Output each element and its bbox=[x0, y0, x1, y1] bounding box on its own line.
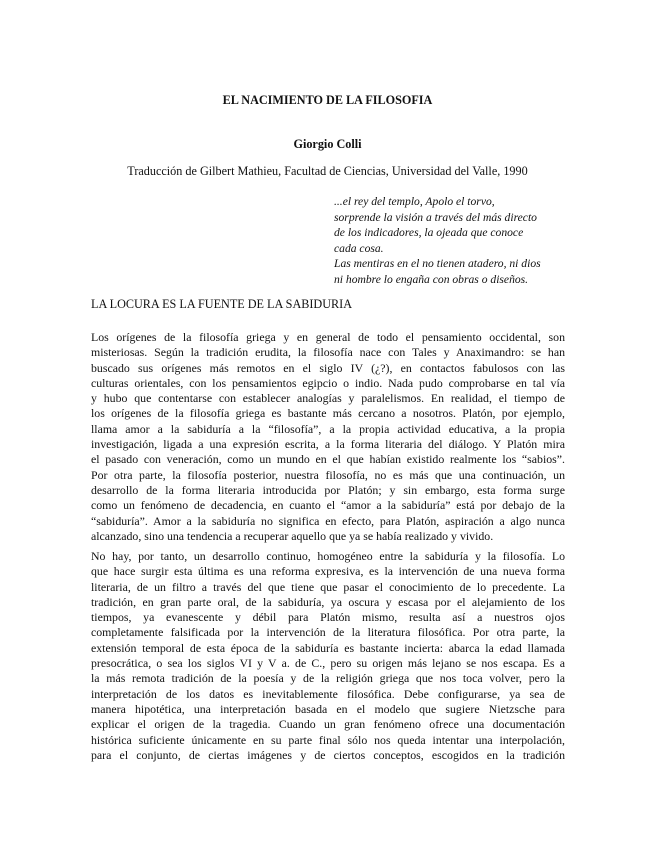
paragraph-line: “sabiduría”. Amor a la sabiduría no significa en efecto, para Platón, aspiración a algo nunca bbox=[91, 513, 565, 528]
epigraph-line: cada cosa. bbox=[334, 241, 384, 255]
paragraph-line: Por otra parte, la filosofía posterior, nuestra filosofía, no es más que una continuación, un bbox=[91, 467, 565, 482]
paragraph-line: buscado sus orígenes más remotos en el siglo IV (¿?), en contactos fabulosos con las bbox=[91, 360, 565, 375]
paragraph-line: los orígenes de la filosofía griega es bastante más cercano a nosotros. Platón, por ejemplo, bbox=[91, 406, 565, 421]
epigraph-line: de los indicadores, la ojeada que conoce bbox=[334, 226, 524, 239]
paragraph-line: extensión temporal de esta época de la sabiduría es bastante incierta: abarca la edad llamada bbox=[91, 640, 565, 655]
paragraph-line: histórica suficiente únicamente en su parte final sólo nos queda intentar una interpolación, bbox=[91, 732, 565, 747]
paragraph-line: literaria, de un filtro a través del que tiene que pasar el conocimiento de lo precedente. La bbox=[91, 579, 565, 594]
paragraph-line: y hubo que contentarse con establecer analogías y paralelismos. En realidad, el tiempo de bbox=[91, 391, 565, 406]
paragraph-line: misteriosas. Según la tradición erudita, la filosofía nace con Tales y Anaximandro: se han bbox=[91, 345, 565, 360]
paragraph-line: explicar el origen de la tragedia. Cuando un gran fenómeno ofrece una documentación bbox=[91, 717, 565, 732]
paragraph-line: interpretación de los datos es inevitablemente filosófica. Debe configurarse, ya sea de bbox=[91, 686, 565, 701]
epigraph-line: ni hombre lo engaña con obras o diseños. bbox=[334, 272, 529, 286]
paragraph-line: el pasado con veneración, como un mundo en el que habían existido realmente los “sabios”. bbox=[91, 452, 565, 467]
translation-credit: Traducción de Gilbert Mathieu, Facultad de Ciencias, Universidad del Valle, 1990 bbox=[127, 164, 528, 178]
paragraph-line: No hay, por tanto, un desarrollo continuo, homogéneo entre la sabiduría y la filosofía. Lo bbox=[91, 549, 565, 563]
paragraph-line: como un fenómeno de decadencia, en cuanto el “amor a la sabiduría” está por debajo de la bbox=[91, 498, 565, 513]
paragraph-line: la más remota tradición de la poesía y de la religión griega que nos toca volver, pero la bbox=[91, 671, 565, 686]
epigraph bbox=[334, 194, 565, 287]
paragraph-1 bbox=[91, 330, 565, 544]
paragraph-line: presocrática, o sea los siglos VI y V a. de C., pero su origen más lejano se nos escapa. Es a bbox=[91, 656, 565, 671]
paragraph-line: Los orígenes de la filosofía griega y en general de todo el pensamiento occidental, son bbox=[91, 330, 565, 344]
document-title: EL NACIMIENTO DE LA FILOSOFIA bbox=[222, 93, 433, 107]
paragraph-line: manera hipotética, una interpretación basada en el modelo que sugiere Nietzsche para bbox=[91, 701, 565, 716]
epigraph-line: ...el rey del templo, Apolo el torvo, bbox=[334, 195, 495, 208]
paragraph-line: culturas orientales, con los pensamientos egipcio o indio. Nada pudo comprobarse en tal vía bbox=[91, 375, 565, 390]
paragraph-line: alcanzado, sino una tendencia a recuperar aquello que ya se había realizado y vivido. bbox=[91, 528, 494, 543]
section-heading: LA LOCURA ES LA FUENTE DE LA SABIDURIA bbox=[91, 297, 353, 311]
paragraph-line: desarrollo de la forma literaria introducida por Platón; y sin embargo, esta forma surge bbox=[91, 482, 565, 497]
paragraph-line: tiempos, ya evanescente y débil para Platón mismo, resulta así a nuestros ojos bbox=[91, 610, 565, 625]
epigraph-line: Las mentiras en el no tienen atadero, ni dios bbox=[334, 257, 541, 270]
paragraph-2 bbox=[91, 549, 565, 763]
author-name: Giorgio Colli bbox=[293, 137, 362, 151]
paragraph-line: completamente falsificada por la intervención de la literatura filosófica. Por otra parte, la bbox=[91, 625, 565, 640]
paragraph-line: tradición, en gran parte oral, de la sabiduría, ya oscura y escasa por el alejamiento de los bbox=[91, 594, 565, 609]
paragraph-line: investigación, ligada a una expresión escrita, a la forma literaria del diálogo. Y Platón mira bbox=[91, 437, 565, 452]
epigraph-line: sorprende la visión a través del más directo bbox=[334, 210, 537, 224]
paragraph-line: para el conjunto, de ciertas imágenes y de ciertos conceptos, escogidos en la tradición bbox=[91, 747, 565, 762]
paragraph-line: llama amor a la sabiduría a la “filosofía”, a la propia actividad educativa, a la propia bbox=[91, 421, 565, 436]
paragraph-line: que hace surgir esta última es una reforma expresiva, es la intervención de una nueva forma bbox=[91, 564, 565, 579]
